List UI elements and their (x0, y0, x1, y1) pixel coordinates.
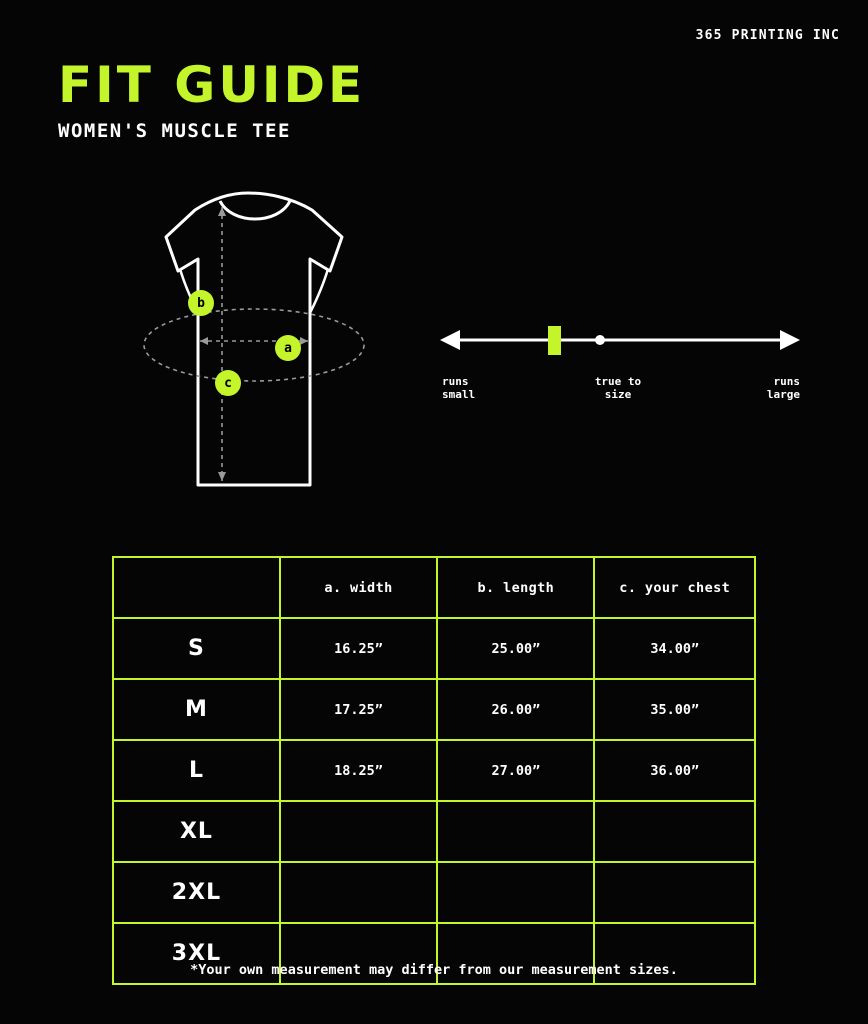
table-row (113, 618, 755, 679)
scale-label-runs-small-line2: small (442, 387, 476, 401)
row-width: 16.25” (280, 618, 437, 679)
scale-label-runs-small-line1: runs (442, 375, 469, 388)
row-size: M (113, 679, 280, 740)
table-row (113, 740, 755, 801)
table-header-row (113, 557, 755, 618)
row-size: S (113, 618, 280, 679)
scale-label-runs-large-line2: large (766, 387, 800, 401)
table-row (113, 679, 755, 740)
row-chest: 35.00” (594, 679, 755, 740)
footnote: *Your own measurement may differ from our measurement sizes. (190, 962, 678, 978)
table-row (113, 862, 755, 923)
row-length (437, 862, 594, 923)
table-header-chest: c. your chest (594, 557, 755, 618)
table-row (113, 801, 755, 862)
table-header-width: a. width (280, 557, 437, 618)
table-header-size (113, 557, 280, 618)
muscle-tee-drawing (120, 185, 410, 515)
row-width (280, 801, 437, 862)
fit-scale (440, 310, 800, 420)
row-size: L (113, 740, 280, 801)
row-size: 2XL (113, 862, 280, 923)
row-width (280, 862, 437, 923)
page-title: FIT GUIDE (58, 56, 366, 114)
row-chest: 36.00” (594, 740, 755, 801)
scale-label-true-to-size (568, 376, 668, 401)
size-chart-table (112, 556, 756, 985)
scale-label-true-line1: true to (594, 375, 642, 388)
brand-name: 365 PRINTING INC (695, 28, 840, 43)
marker-badge-b: b (188, 290, 214, 316)
row-size: 3XL (113, 923, 280, 984)
scale-label-runs-large-line1: runs (773, 375, 800, 388)
page-subtitle: WOMEN'S MUSCLE TEE (58, 120, 291, 142)
row-length (437, 801, 594, 862)
size-table-wrapper (112, 556, 756, 985)
scale-label-runs-large (740, 376, 800, 401)
row-length: 27.00” (437, 740, 594, 801)
marker-badge-c: c (215, 370, 241, 396)
table-header-length: b. length (437, 557, 594, 618)
title-block (58, 56, 366, 142)
row-chest: 34.00” (594, 618, 755, 679)
scale-label-runs-small (442, 376, 502, 401)
marker-badge-a: a (275, 335, 301, 361)
row-chest (594, 862, 755, 923)
row-chest (594, 801, 755, 862)
row-width: 17.25” (280, 679, 437, 740)
row-length: 25.00” (437, 618, 594, 679)
row-width: 18.25” (280, 740, 437, 801)
fit-scale-graphic (440, 310, 800, 370)
scale-label-true-line2: size (604, 387, 632, 401)
garment-illustration (120, 185, 410, 515)
row-length: 26.00” (437, 679, 594, 740)
row-size: XL (113, 801, 280, 862)
